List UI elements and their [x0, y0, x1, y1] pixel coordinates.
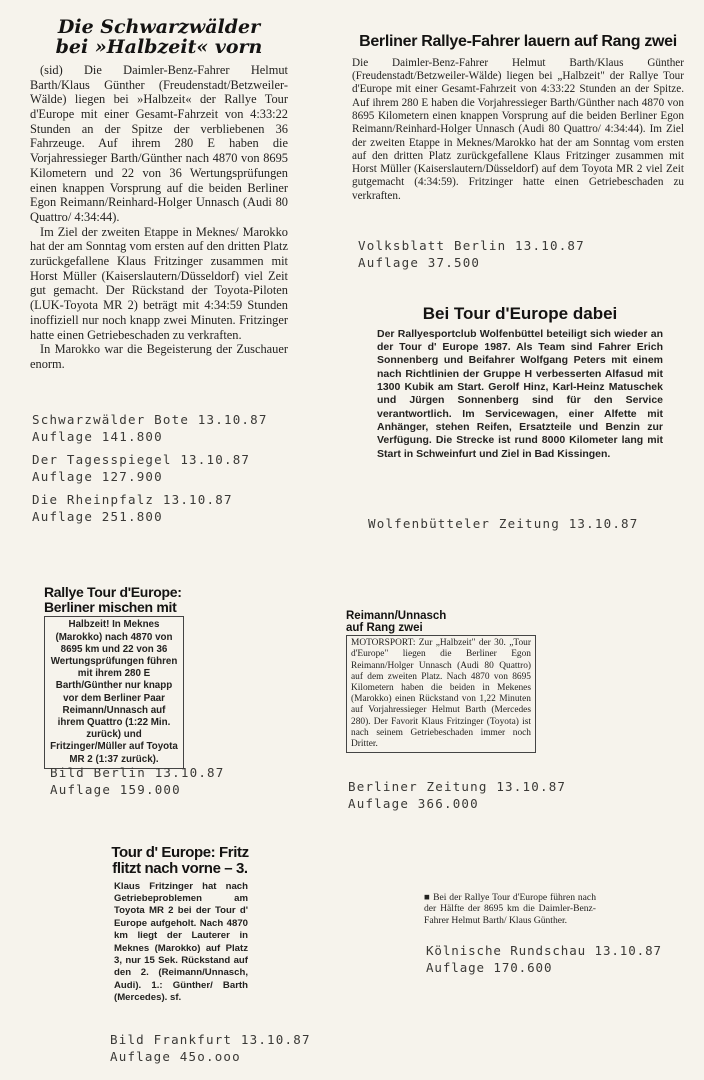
source-line: Der Tagesspiegel 13.10.87: [32, 452, 251, 467]
paragraph: Halbzeit! In Meknes (Marokko) nach 4870 von 8695 km und 22 von 36 Wertungsprüfungen führen mit ihrem 280 E Barth/Günther nur knapp vor dem Berliner Paar Reimann/Unnasch auf ihrem Quattro (1:22 Min. zurück) und Fritzinger/Müller auf Toyota MR 2 (1:37 zurück).: [50, 619, 178, 765]
source-volksblatt: [358, 237, 585, 271]
article-body: [352, 57, 684, 203]
source-bild-berlin: [50, 764, 225, 798]
clipping-bild-frankfurt: [100, 845, 260, 1005]
source-wolfenbuetteler-zeitung: [368, 515, 639, 532]
article-body: [30, 63, 288, 372]
headline-line: Reimann/Unnasch: [346, 610, 447, 622]
source-line: Bild Frankfurt 13.10.87: [110, 1032, 311, 1047]
source-line: Volksblatt Berlin 13.10.87: [358, 238, 585, 253]
headline: [346, 610, 536, 634]
source-line: Die Rheinpfalz 13.10.87: [32, 492, 233, 507]
circulation-line: Auflage 251.800: [32, 509, 163, 524]
headline: [30, 18, 288, 58]
source-rheinpfalz: [32, 491, 233, 525]
paragraph: Im Ziel der zweiten Etappe in Meknes/ Marokko hat der am Sonntag vom ersten auf den dritten Platz zurückgefallene Klaus Fritzinger zusammen mit Horst Müller (Kaiserslautern/Düsseldorf) viel Zeit gut gemacht. Der Rückstand der Toyota-Piloten (LUK-Toyota MR 2) beträgt mit 4:34:59 Stunden inoffiziell nur noch knapp zwei Minuten. Fritzinger hatte einen Getriebeschaden zu verkraften.: [30, 224, 288, 342]
article-body: [346, 635, 536, 753]
headline-line: Berliner mischen mit: [44, 598, 177, 615]
headline-line: Bei Tour d'Europe dabei: [422, 304, 618, 323]
source-line: Bild Berlin 13.10.87: [50, 765, 225, 780]
source-line: Kölnische Rundschau 13.10.87: [426, 943, 662, 958]
paragraph: Die Daimler-Benz-Fahrer Helmut Barth/Klaus Günther (Freudenstadt/Betzweiler-Wälde) liegen bei „Halbzeit" der Rallye Tour d'Europe mit einer Gesamt-Fahrzeit von 4:33:22 Stunden an der Spitze. Auf ihrem 280 E haben die Vorjahressieger Barth/Günther nach 4870 von 8695 Kilometern einen knappen Vorsprung auf die beiden Berliner Egon Reimann/Reinhard-Holger Unnasch (Audi 80 Quattro/ 4:34:44). Im Ziel der zweiten Etappe in Meknes/Marokko hat der am Sonntag vom ersten auf den dritten Platz zurückgefallene Klaus Fritzinger zusammen mit Horst Müller (Kaiserslautern/Düsseldorf) auf dem Toyota MR 2 viel Zeit gutgemacht (4:34:59). Fritzinger hatte einen Getriebeschaden zu verkraften.: [352, 56, 684, 202]
clipping-koelnische-rundschau: [424, 892, 596, 926]
headline-line: Rallye Tour d'Europe:: [44, 584, 182, 600]
source-line: Wolfenbütteler Zeitung 13.10.87: [368, 516, 639, 531]
source-berliner-zeitung: [348, 778, 566, 812]
paragraph: MOTORSPORT: Zur „Halbzeit" der 30. „Tour d'Europe" liegen die Berliner Egon Reimann/Holger Unnasch (Audi 80 Quattro) auf dem zweiten Platz. Nach 4870 von 8695 Kilometern haben die beiden in Mekenes (Marokko) einen Rückstand von 1,22 Minuten auf Vorjahressieger Helmut Barth (Mercedes 280). Der Favorit Klaus Fritzinger (Toyota) ist nach seinem Getriebeschaden immer noch Dritter.: [351, 638, 531, 749]
circulation-line: Auflage 45o.ooo: [110, 1049, 241, 1064]
clipping-bild-berlin: [44, 585, 184, 769]
source-bild-frankfurt: [110, 1031, 311, 1065]
paragraph: Klaus Fritzinger hat nach Getriebeproblemen am Toyota MR 2 bei der Tour d' Europe aufgeholt. Nach 4870 km liegt der Lauterer in Meknes (Marokko) auf Platz 3, nur 15 Sek. Rückstand auf den 2. (Reimann/Unnasch, Audi). 1.: Günther/ Barth (Mercedes). sf.: [114, 880, 248, 1004]
headline-line: flitzt nach vorne – 3.: [112, 859, 248, 877]
headline-line: Berliner Rallye-Fahrer lauern auf Rang zwei: [359, 33, 677, 50]
circulation-line: Auflage 159.000: [50, 782, 181, 797]
circulation-line: Auflage 37.500: [358, 255, 481, 270]
circulation-line: Auflage 141.800: [32, 429, 163, 444]
source-tagesspiegel: [32, 451, 250, 485]
paragraph: In Marokko war die Begeisterung der Zuschauer enorm.: [30, 342, 288, 371]
article-body: [100, 881, 260, 1005]
paragraph: (sid) Die Daimler-Benz-Fahrer Helmut Barth/Klaus Günther (Freudenstadt/Betzweiler-Wälde) liegen bei »Halbzeit« der Rallye Tour d'Europe mit einer Gesamt-Fahrzeit von 4:33:22 Stunden an der Spitze der verbliebenen 36 Fahrzeuge. Auf ihrem 280 E haben die Vorjahressieger Barth/Günther nach 4870 von 8695 Kilometern und 22 von 36 Wertungsprüfungen einen knappen Vorsprung auf die beiden Berliner Egon Reimann/Reinhard-Holger Unnasch (Audi 80 Quattro/ 4:34:44).: [30, 62, 288, 224]
source-line: Schwarzwälder Bote 13.10.87: [32, 412, 268, 427]
paragraph: Der Rallyesportclub Wolfenbüttel beteiligt sich wieder an der Tour d' Europe 1987. Als Team sind Fahrer Erich Sonnenberg und Beifahrer Wolfgang Peters mit einem nach Richtlinien der Gruppe H verbesserten Alfasud mit 1300 Kubik am Start. Gerolf Hinz, Karl-Heinz Matuschek und Jürgen Sonnenberg sind für den Service verantwortlich. Im Servicewagen, einer Alfette mit Anhänger, stehen Reifen, Ersatzteile und Benzin zur Verfügung. Die Strecke ist rund 8000 Kilometer lang mit Start in Schweinfurt und Ziel in Bad Kissingen.: [377, 327, 663, 460]
clipping-volksblatt: [352, 34, 684, 203]
circulation-line: Auflage 170.600: [426, 960, 553, 975]
headline: [365, 305, 675, 323]
clipping-schwarzwaelder: [30, 18, 288, 372]
article-body: [44, 616, 184, 768]
headline: [100, 845, 260, 877]
headline: [352, 34, 684, 51]
article-body: [365, 328, 675, 461]
article-body: [424, 892, 596, 926]
circulation-line: Auflage 127.900: [32, 469, 163, 484]
headline-line: Die Schwarzwälder: [57, 16, 261, 38]
headline-line: bei »Halbzeit« vorn: [55, 35, 263, 58]
source-schwarzwaelder-bote: [32, 411, 268, 445]
headline-line: auf Rang zwei: [346, 622, 423, 635]
paragraph: ■ Bei der Rallye Tour d'Europe führen nach der Hälfte der 8695 km die Daimler-Benz-Fahrer Helmut Barth/ Klaus Günther.: [424, 892, 596, 926]
headline-line: Tour d' Europe: Fritz: [111, 844, 249, 861]
clipping-wolfenbuettel: [365, 305, 675, 461]
headline: [44, 585, 184, 614]
source-koelnische-rundschau: [426, 942, 662, 976]
circulation-line: Auflage 366.000: [348, 796, 479, 811]
source-line: Berliner Zeitung 13.10.87: [348, 779, 567, 794]
clipping-berliner-zeitung: [346, 610, 536, 753]
